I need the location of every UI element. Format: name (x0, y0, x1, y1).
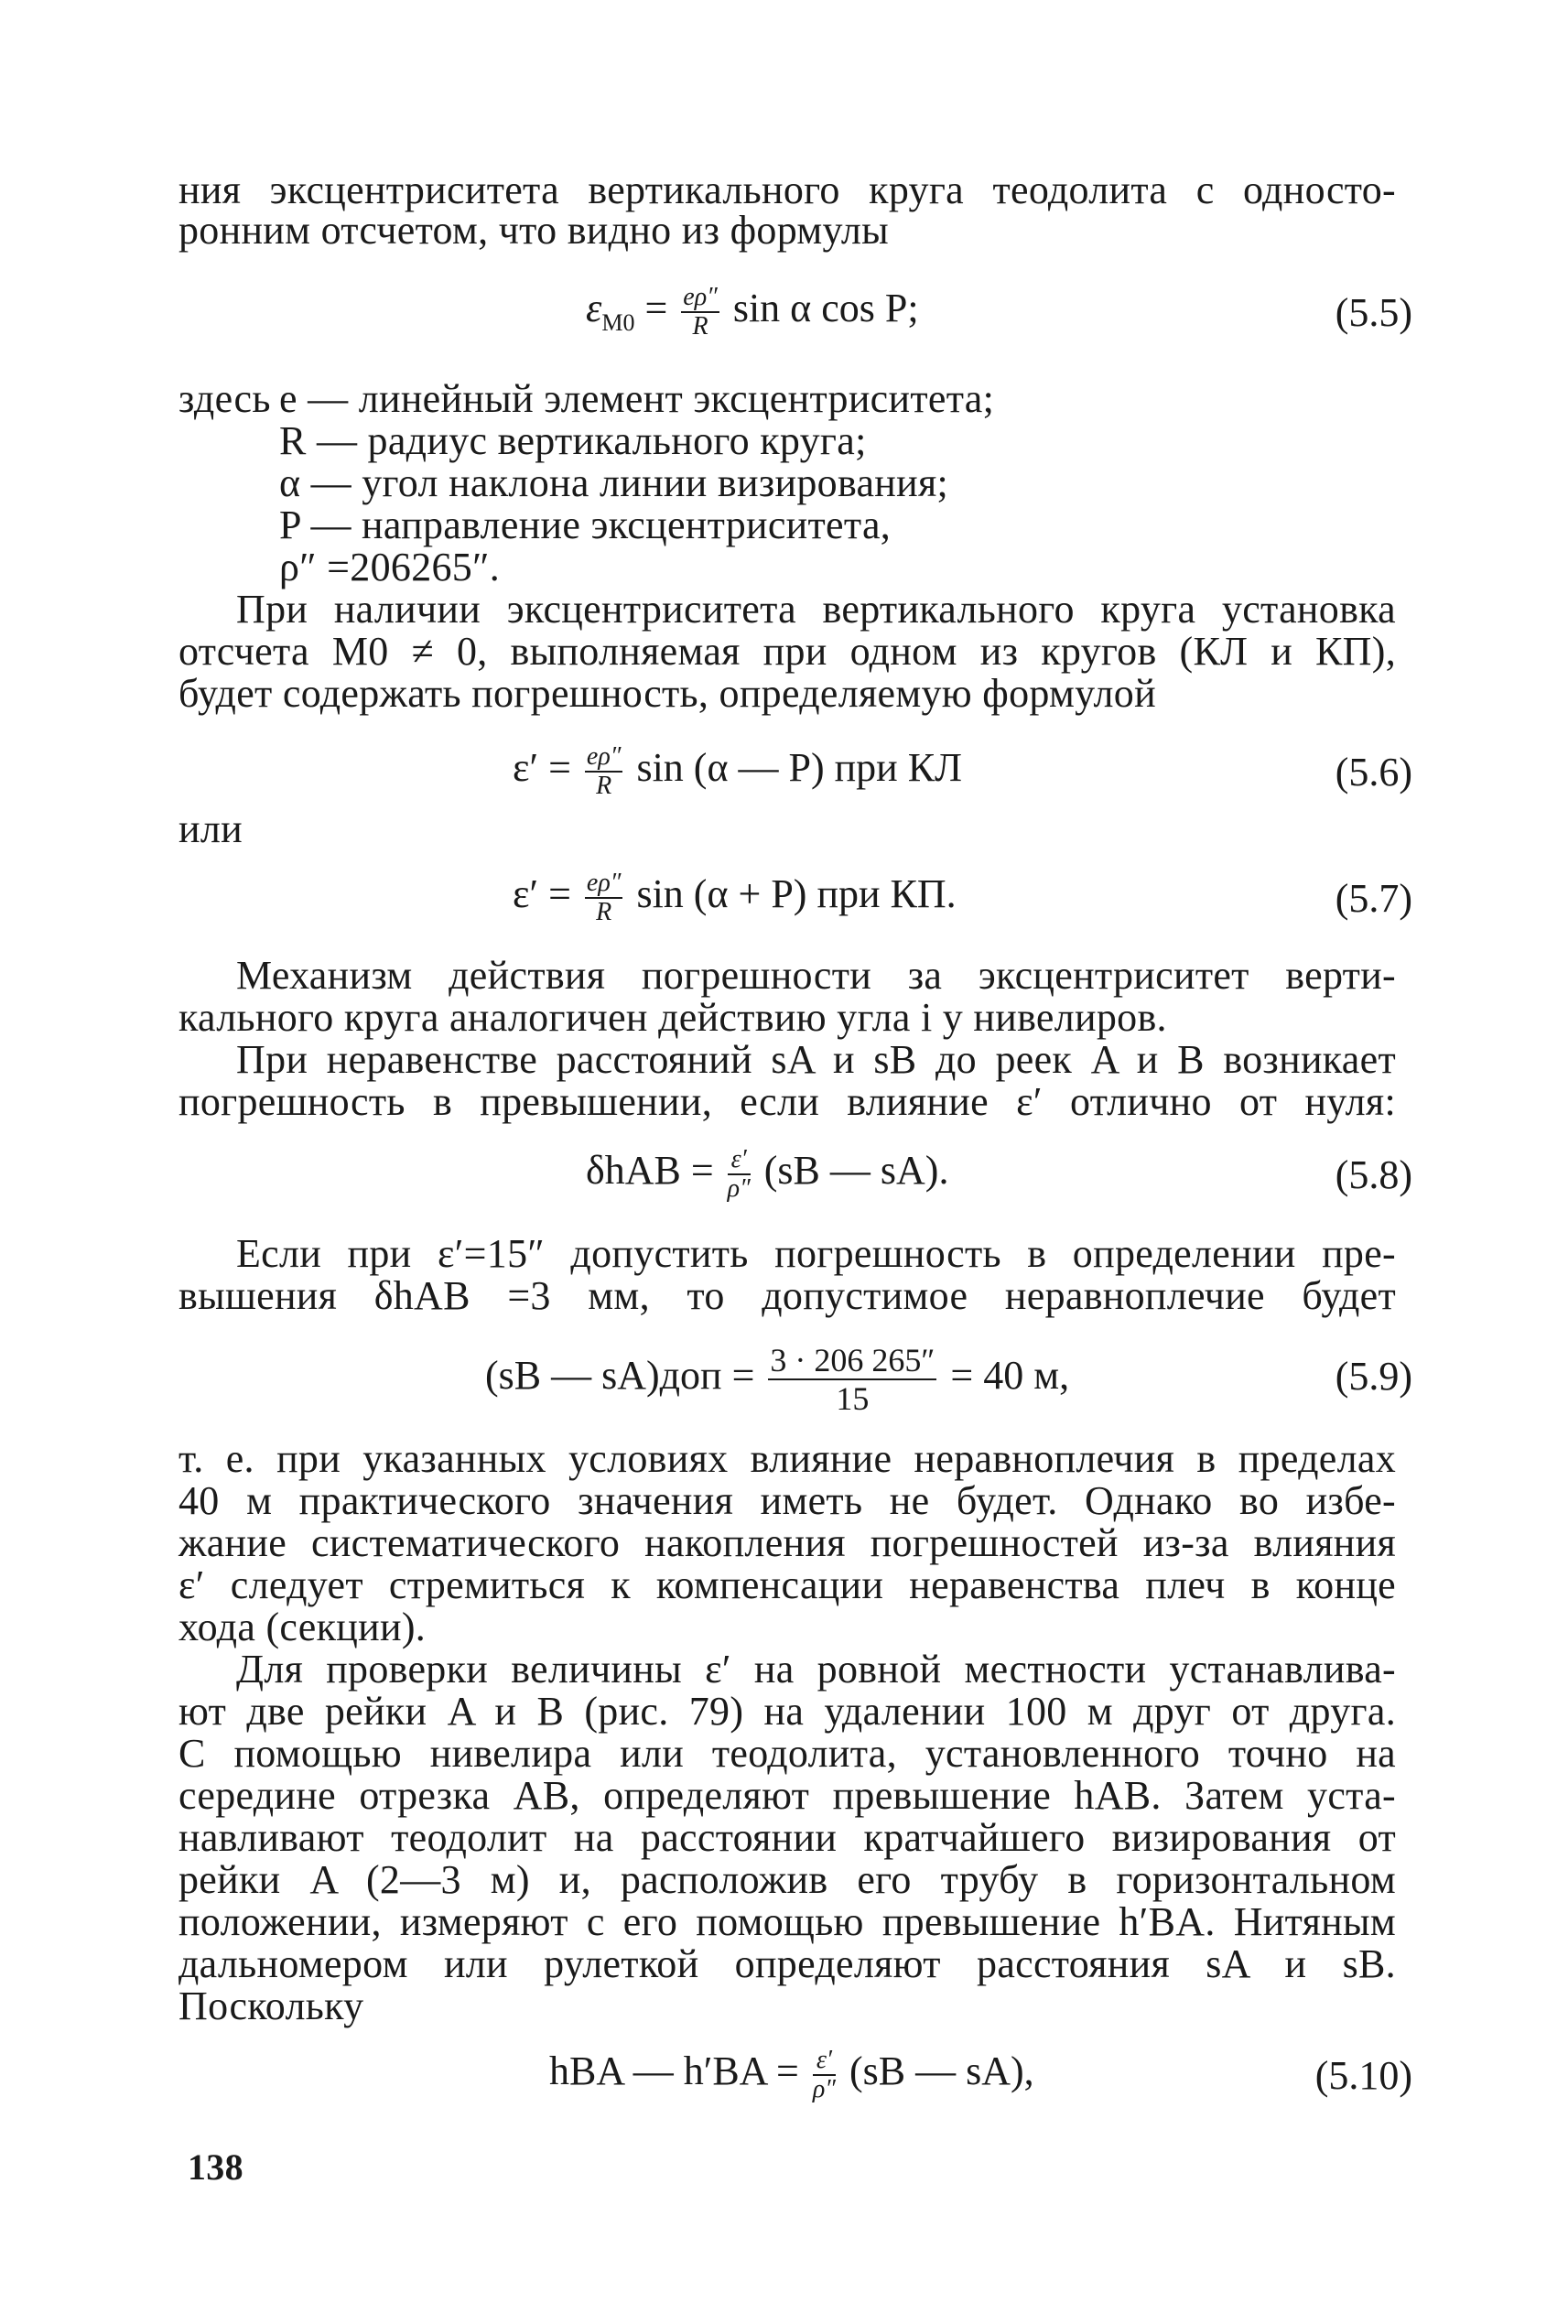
text-line: будет содержать погрешность, определяемую формулой (178, 671, 1156, 716)
text-line: С помощью нивелира или теодолита, установленного точно на (178, 1731, 1396, 1776)
equation-5-5: $\varepsilon_{М0}$ = $\frac{e\rho''}{R}$ sin α cos P; (586, 283, 919, 340)
text-line: 40 м практического значения иметь не будет. Однако во избе- (178, 1478, 1396, 1523)
definition-item: P — направление эксцентриситета, (279, 503, 892, 547)
text-line: ронним отсчетом, что видно из формулы (178, 208, 889, 253)
text-line: т. е. при указанных условиях влияние неравноплечия в пределах (178, 1436, 1396, 1481)
text-line: кального круга аналогичен действию угла i у нивелиров. (178, 995, 1167, 1040)
text-line: рейки A (2—3 м) и, расположив его трубу в горизонтальном (178, 1857, 1396, 1902)
equation-number: (5.9) (1335, 1354, 1412, 1399)
equation-5-6: ε′ = $\frac{e\rho''}{R}$ sin (α — P) при КЛ (513, 742, 962, 800)
definition-item: e — линейный элемент эксцентриситета; (279, 376, 995, 421)
equation-5-7: ε′ = $\frac{e\rho''}{R}$ sin (α + P) при КП. (513, 869, 957, 926)
text-line: Поскольку (178, 1984, 364, 2028)
text-line: жание систематического накопления погрешностей из-за влияния (178, 1520, 1396, 1565)
text-line: Если при ε′=15″ допустить погрешность в определении пре- (236, 1231, 1396, 1276)
text-line: середине отрезка AB, определяют превышение hAB. Затем уста- (178, 1773, 1396, 1818)
definition-item: ρ″ =206265″. (279, 545, 501, 589)
text-line: ε′ следует стремиться к компенсации неравенства плеч в конце (178, 1562, 1396, 1607)
text-line: При наличии эксцентриситета вертикального круга установка (236, 587, 1396, 632)
text-line: Механизм действия погрешности за эксцентриситет верти- (236, 953, 1396, 998)
text-line: отсчета М0 ≠ 0, выполняемая при одном из кругов (КЛ и КП), (178, 629, 1396, 674)
equation-number: (5.10) (1314, 2053, 1412, 2098)
equation-5-9: (sB — sA)доп = $\frac{3 \cdot 206 265''}{15}$ = 40 м, (485, 1342, 1070, 1417)
text-line: Для проверки величины ε′ на ровной местности устанавлива- (236, 1647, 1396, 1692)
equation-number: (5.6) (1335, 750, 1412, 794)
equation-5-10: hBA — h′BA = $\frac{\varepsilon'}{\rho''}$ (sB — sA), (549, 2046, 1034, 2103)
text-line: положении, измеряют с его помощью превышение h′BA. Нитяным (178, 1899, 1396, 1944)
equation-number: (5.8) (1335, 1152, 1412, 1197)
page-number: 138 (188, 2146, 243, 2188)
definition-item: α — угол наклона линии визирования; (279, 460, 949, 505)
text-line: навливают теодолит на расстоянии кратчайшего визирования от (178, 1815, 1396, 1860)
text-line: ния эксцентриситета вертикального круга теодолита с односто- (178, 168, 1396, 212)
text-line: погрешность в превышении, если влияние ε′ отлично от нуля: (178, 1079, 1396, 1124)
equation-number: (5.5) (1335, 290, 1412, 335)
definition-item: R — радиус вертикального круга; (279, 418, 867, 463)
text-line: хода (секции). (178, 1605, 427, 1649)
text-line: ют две рейки A и B (рис. 79) на удалении 100 м друг от друга. (178, 1689, 1396, 1734)
text-line: дальномером или рулеткой определяют расстояния sA и sB. (178, 1941, 1396, 1986)
definition-label: здесь (178, 376, 271, 421)
text-line: При неравенстве расстояний sA и sB до реек A и B возникает (236, 1037, 1396, 1082)
text-line: или (178, 806, 243, 851)
equation-5-8: δhAB = $\frac{\varepsilon'}{\rho''}$ (sB — sA). (586, 1145, 949, 1203)
equation-number: (5.7) (1335, 876, 1412, 921)
text-line: вышения δhAB =3 мм, то допустимое неравноплечие будет (178, 1273, 1396, 1318)
